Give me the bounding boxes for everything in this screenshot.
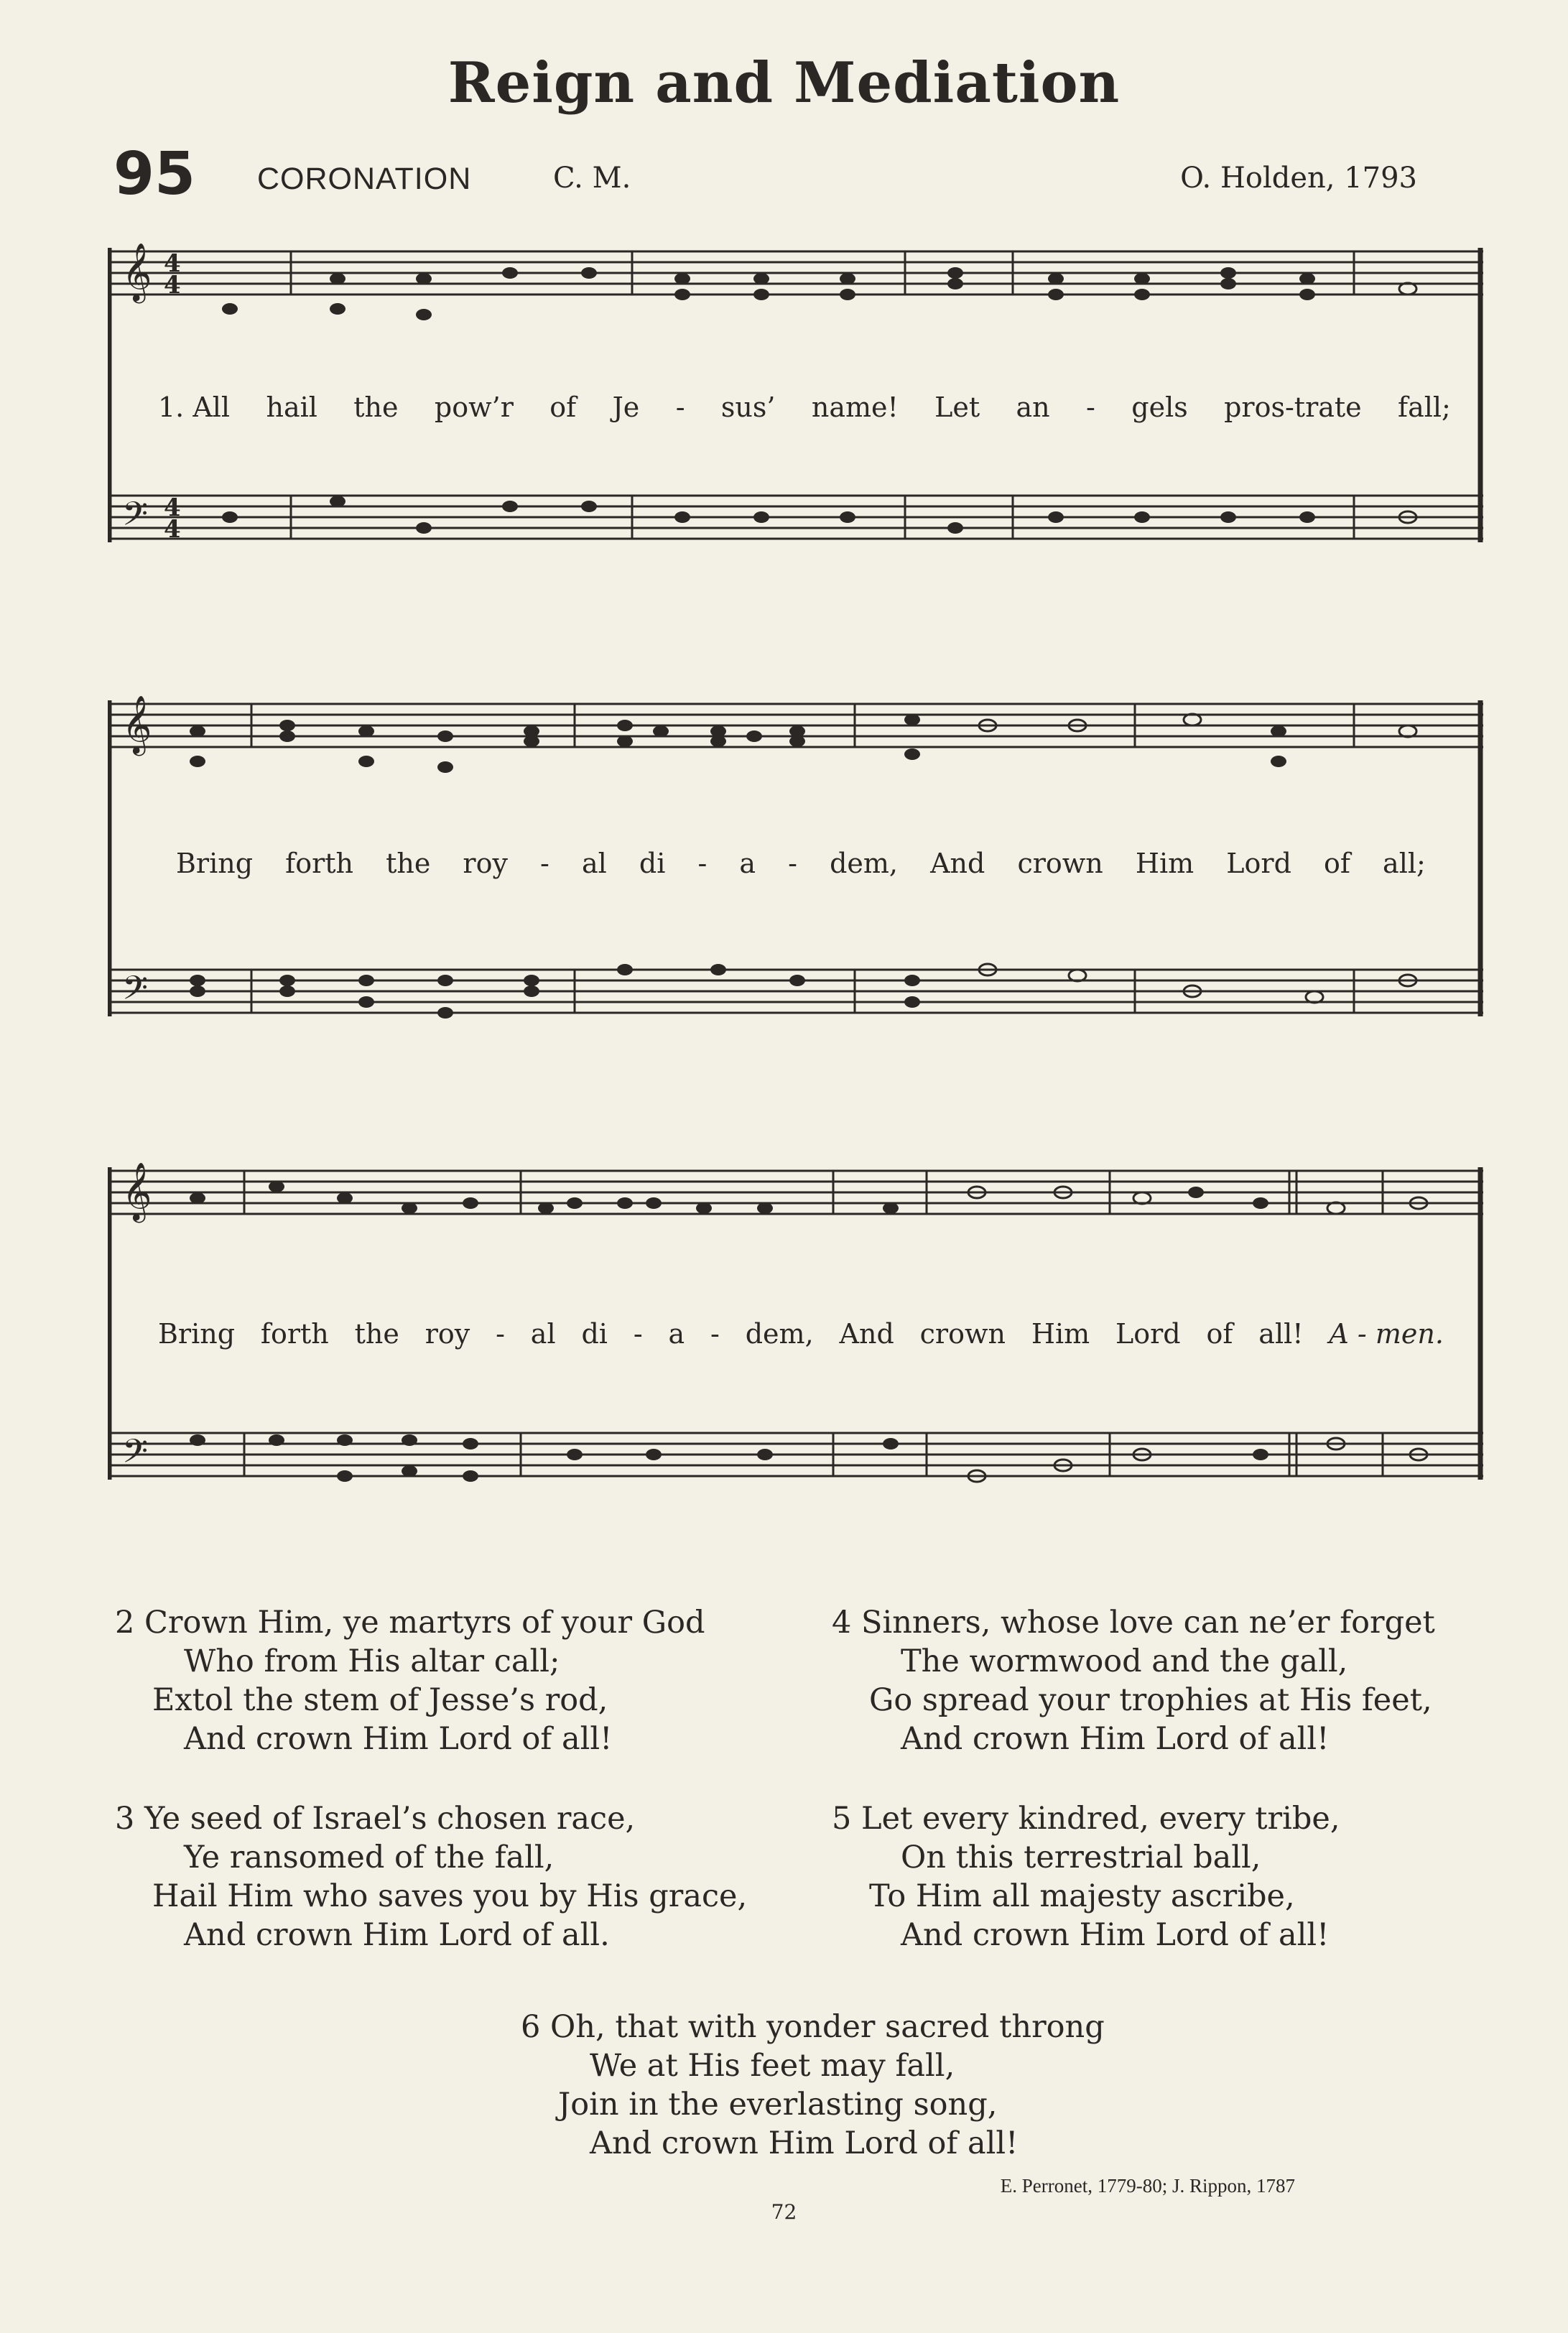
- lyric-syllable: di: [581, 1318, 608, 1350]
- lyric-syllable: Him: [1031, 1318, 1090, 1350]
- verse-line: Join in the everlasting song,: [558, 2087, 998, 2123]
- verse-5: [832, 1799, 1340, 1954]
- lyric-syllable: sus’: [720, 391, 776, 423]
- verse-line: Go spread your trophies at His feet,: [869, 1682, 1432, 1718]
- verse-number: 5: [832, 1801, 852, 1837]
- lyric-amen: A - men.: [1329, 1318, 1444, 1350]
- svg-text:4: 4: [164, 271, 181, 300]
- lyric-syllable: of: [549, 391, 577, 423]
- verse-number: 6: [521, 2009, 541, 2045]
- lyric-syllable: the: [354, 1318, 399, 1350]
- lyric-syllable: forth: [285, 848, 353, 879]
- lyric-syllable: a: [739, 848, 756, 879]
- svg-text:𝄞: 𝄞: [122, 1161, 152, 1220]
- svg-text:4: 4: [164, 249, 181, 278]
- lyric-syllable: of: [1324, 848, 1350, 879]
- lyric-syllable: -: [633, 1318, 643, 1350]
- lyric-syllable: of: [1206, 1318, 1233, 1350]
- lyric-syllable: Let: [934, 391, 980, 423]
- lyric-syllable: name!: [811, 391, 899, 423]
- composer: O. Holden, 1793: [1180, 162, 1417, 195]
- verse-line: Hail Him who saves you by His grace,: [152, 1878, 748, 1914]
- lyric-syllable: And: [839, 1318, 894, 1350]
- verse-line: Who from His altar call;: [184, 1643, 560, 1679]
- verse-6: [521, 2008, 1105, 2163]
- svg-text:𝄢: 𝄢: [122, 1432, 149, 1479]
- svg-text:𝄞: 𝄞: [122, 695, 152, 753]
- svg-text:𝄢: 𝄢: [122, 495, 149, 542]
- lyric-line-3: [158, 1318, 1444, 1350]
- lyric-syllable: -: [697, 848, 708, 879]
- svg-text:𝄞: 𝄞: [122, 242, 152, 301]
- lyric-syllable: And: [930, 848, 985, 879]
- verse-line: And crown Him Lord of all!: [590, 2125, 1019, 2161]
- lyric-syllable: -: [710, 1318, 720, 1350]
- lyric-syllable: fall;: [1398, 391, 1451, 423]
- lyric-syllable: 1. All: [158, 391, 231, 423]
- lyric-syllable: -: [1086, 391, 1095, 423]
- lyric-syllable: all!: [1258, 1318, 1304, 1350]
- lyric-syllable: a: [668, 1318, 685, 1350]
- lyric-syllable: the: [386, 848, 431, 879]
- lyric-syllable: Bring: [158, 1318, 236, 1350]
- lyric-syllable: forth: [260, 1318, 329, 1350]
- verse-line: 5 Let every kindred, every tribe,: [832, 1801, 1340, 1837]
- verse-line: And crown Him Lord of all!: [901, 1721, 1330, 1757]
- lyric-syllable: all;: [1383, 848, 1426, 879]
- credit-line: E. Perronet, 1779-80; J. Rippon, 1787: [1000, 2175, 1295, 2197]
- lyric-syllable: crown: [1017, 848, 1103, 879]
- verse-3: [115, 1799, 747, 1954]
- verse-number: 4: [832, 1605, 852, 1641]
- verse-line: And crown Him Lord of all.: [184, 1917, 610, 1953]
- verse-line: Ye ransomed of the fall,: [184, 1840, 555, 1875]
- lyric-line-2: [176, 848, 1426, 879]
- lyric-syllable: dem,: [830, 848, 899, 879]
- verse-number: 2: [115, 1605, 135, 1641]
- verse-line: The wormwood and the gall,: [901, 1643, 1348, 1679]
- verse-2: [115, 1603, 705, 1758]
- lyric-line-1: [158, 391, 1451, 423]
- svg-text:4: 4: [164, 515, 181, 544]
- lyric-syllable: pow’r: [434, 391, 514, 423]
- verse-line: To Him all majesty ascribe,: [869, 1878, 1295, 1914]
- hymn-number: 95: [113, 140, 196, 208]
- lyric-syllable: roy: [463, 848, 508, 879]
- verse-line: On this terrestrial ball,: [901, 1840, 1261, 1875]
- lyric-syllable: an: [1016, 391, 1050, 423]
- lyric-syllable: -: [496, 1318, 505, 1350]
- lyric-syllable: al: [581, 848, 607, 879]
- lyric-syllable: Lord: [1115, 1318, 1181, 1350]
- lyric-syllable: Him: [1135, 848, 1194, 879]
- lyric-syllable: -: [788, 848, 797, 879]
- verse-line: 6 Oh, that with yonder sacred throng: [521, 2009, 1105, 2045]
- lyric-syllable: Bring: [176, 848, 254, 879]
- verse-line: And crown Him Lord of all!: [184, 1721, 613, 1757]
- svg-text:𝄢: 𝄢: [122, 969, 149, 1016]
- section-title: Reign and Mediation: [447, 50, 1121, 116]
- verse-line: 3 Ye seed of Israel’s chosen race,: [115, 1801, 636, 1837]
- verse-line: 4 Sinners, whose love can ne’er forget: [832, 1605, 1435, 1641]
- verse-4: [832, 1603, 1435, 1758]
- lyric-syllable: di: [639, 848, 666, 879]
- page-number: 72: [771, 2200, 797, 2224]
- verse-line: And crown Him Lord of all!: [901, 1917, 1330, 1953]
- lyric-syllable: pros-trate: [1224, 391, 1362, 423]
- lyric-syllable: dem,: [745, 1318, 814, 1350]
- tune-name: CORONATION: [257, 162, 472, 196]
- verse-number: 3: [115, 1801, 135, 1837]
- verse-line: We at His feet may fall,: [590, 2048, 955, 2084]
- lyric-syllable: -: [540, 848, 549, 879]
- verse-line: Extol the stem of Jesse’s rod,: [152, 1682, 608, 1718]
- svg-text:4: 4: [164, 493, 181, 522]
- lyric-syllable: Je: [612, 391, 640, 423]
- lyric-syllable: al: [530, 1318, 556, 1350]
- meter: C. M.: [553, 162, 631, 195]
- lyric-syllable: gels: [1131, 391, 1188, 423]
- lyric-syllable: roy: [425, 1318, 470, 1350]
- lyric-syllable: hail: [266, 391, 317, 423]
- lyric-syllable: the: [353, 391, 399, 423]
- lyric-syllable: Lord: [1226, 848, 1291, 879]
- lyric-syllable: -: [675, 391, 685, 423]
- lyric-syllable: crown: [919, 1318, 1006, 1350]
- verse-line: 2 Crown Him, ye martyrs of your God: [115, 1605, 705, 1641]
